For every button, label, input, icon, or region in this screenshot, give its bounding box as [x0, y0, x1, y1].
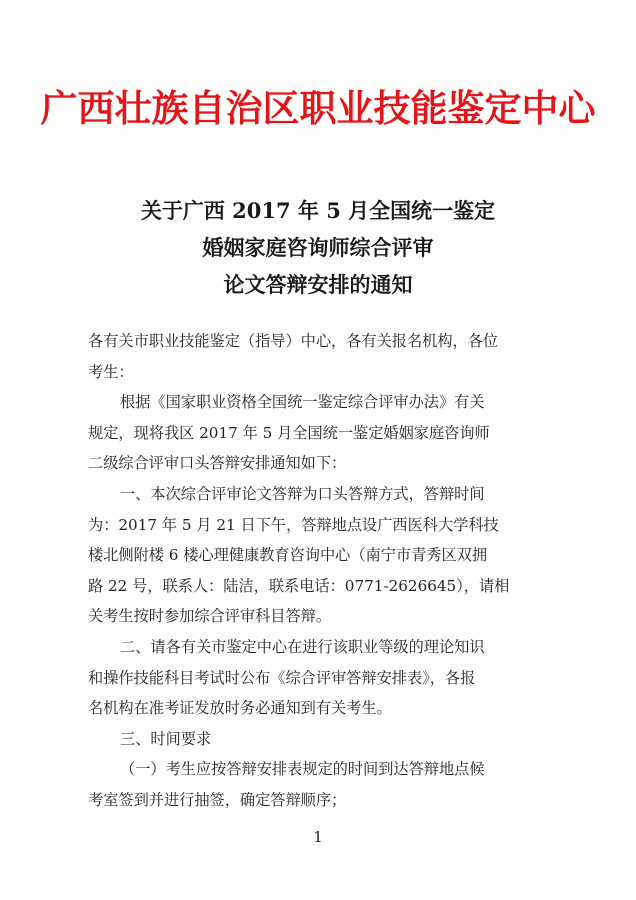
body-paragraph-line: 和操作技能科目考试时公布《综合评审答辩安排表》，各报 — [88, 668, 476, 687]
body-paragraph-line: 二级综合评审口头答辩安排通知如下： — [88, 454, 347, 473]
body-paragraph-line: 一、本次综合评审论文答辩为口头答辩方式，答辩时间 — [120, 484, 485, 503]
body-paragraph-line: 考室签到并进行抽签，确定答辩顺序； — [88, 790, 347, 809]
notice-title — [0, 192, 636, 303]
body-paragraph-line: 关考生按时参加综合评审科目答辩。 — [88, 607, 331, 626]
salutation-line: 考生： — [88, 362, 134, 381]
page-number: 1 — [313, 828, 323, 846]
title-line-1: 关于广西 2017 年 5 月全国统一鉴定 — [140, 198, 496, 223]
title-line-3: 论文答辩安排的通知 — [223, 272, 413, 297]
body-paragraph-line: 规定，现将我区 2017 年 5 月全国统一鉴定婚姻家庭咨询师 — [88, 423, 490, 442]
body-paragraph-line: 二、请各有关市鉴定中心在进行该职业等级的理论知识 — [120, 637, 485, 656]
salutation-line: 各有关市职业技能鉴定（指导）中心，各有关报名机构，各位 — [88, 332, 499, 350]
organization-header: 广西壮族自治区职业技能鉴定中心 — [40, 86, 596, 130]
body-paragraph-line: 楼北侧附楼 6 楼心理健康教育咨询中心（南宁市青秀区双拥 — [88, 546, 488, 565]
body-paragraph-line: 根据《国家职业资格全国统一鉴定综合评审办法》有关 — [120, 393, 485, 412]
section-heading: 三、时间要求 — [120, 729, 212, 748]
body-paragraph-line: 为：2017 年 5 月 21 日下午，答辩地点设广西医科大学科技 — [88, 515, 499, 534]
title-line-2: 婚姻家庭咨询师综合评审 — [202, 235, 434, 260]
body-paragraph-line: （一）考生应按答辩安排表规定的时间到达答辩地点候 — [120, 760, 485, 779]
body-paragraph-line: 路 22 号，联系人：陆洁，联系电话：0771-2626645），请相 — [88, 576, 510, 595]
notice-body — [88, 326, 550, 816]
body-paragraph-line: 名机构在准考证发放时务必通知到有关考生。 — [88, 699, 392, 718]
